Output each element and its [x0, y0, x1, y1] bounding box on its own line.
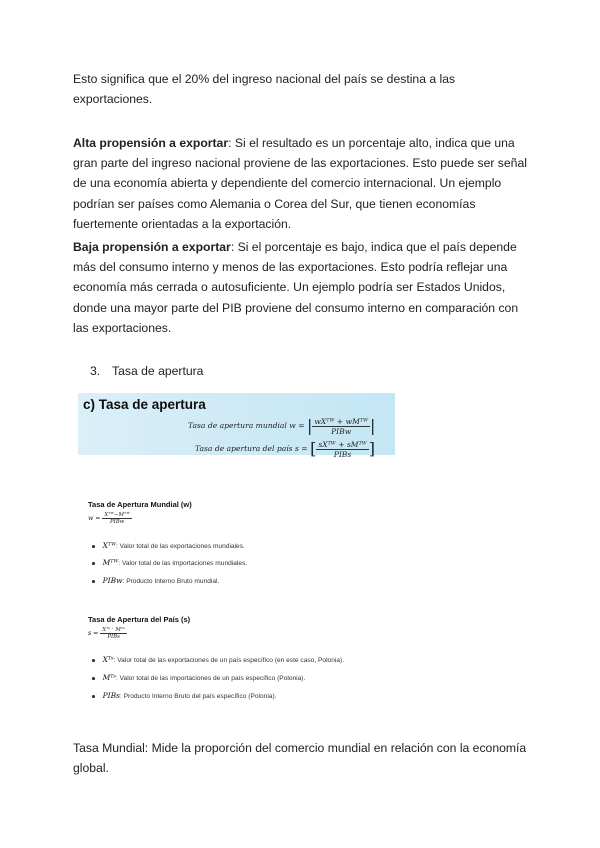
country-openness-equation	[88, 627, 127, 640]
formula-world-numerator: wXᵀᵂ + wMᵀᵂ	[314, 416, 368, 426]
world-bullet-gdp: PIBw: Producto Interno Bruto mundial.	[92, 576, 219, 585]
formula-world-label: Tasa de apertura mundial w =	[188, 421, 305, 430]
high-propensity-term: Alta propensión a exportar	[73, 136, 229, 150]
world-eq-lhs: w =	[88, 515, 101, 522]
world-eq-numerator: Xᵀᵂ−Mᵀᵂ	[104, 512, 130, 518]
country-eq-numerator: Xᵀˢ · Mᵀˢ	[102, 627, 125, 633]
country-eq-lhs: s =	[88, 630, 99, 637]
list-number: 3.	[90, 364, 101, 378]
country-eq-denominator: PIBs	[107, 634, 120, 640]
low-propensity-text: : Si el porcentaje es bajo, indica que el país depende más del consumo interno y menos de las exportaciones. Esto podría reflejar una economía más cerrada o autosuficiente. Un ejemplo podría ser Estados Unidos, donde una mayor parte del PIB proviene del consumo interno en comparación con las exportaciones.	[73, 240, 519, 335]
paragraph-high-propensity	[73, 133, 533, 234]
formula-image-tasa-apertura	[78, 393, 395, 459]
paragraph-export-share: Esto significa que el 20% del ingreso nacional del país se destina a las exportaciones.	[73, 72, 456, 107]
list-item-title: Tasa de apertura	[112, 364, 204, 378]
formula-country-denominator: PIBs	[333, 449, 352, 459]
formula-image-title: c) Tasa de apertura	[83, 397, 206, 412]
formula-world-denominator: PIBw	[331, 426, 352, 436]
formula-country-openness: Tasa de apertura del país s = [ $\frac{\text{sXᵀᵂ + sMᵀᵂ}}{\text{PIBs}}$ ]	[195, 439, 375, 459]
high-propensity-text: : Si el resultado es un porcentaje alto, indica que una gran parte del ingreso nacional proviene de las exportaciones. Esto puede ser señal de una economía abierta y dependiente del comercio internacional. Un ejemplo podrían ser países como Alemania o Corea del Sur, que tienen economías fuertemente orientadas a la exportación.	[73, 136, 527, 231]
formula-world-openness: Tasa de apertura mundial w = | $\frac{\text{wXᵀᵂ + wMᵀᵂ}}{\text{PIBw}}$ |	[188, 416, 376, 436]
formula-country-numerator: sXᵀᵂ + sMᵀᵂ	[318, 439, 367, 449]
country-bullet-exports: Xᵀˢ: Valor total de las exportaciones de un país específico (en este caso, Polonia).	[92, 655, 344, 664]
paragraph-low-propensity	[73, 237, 533, 338]
paragraph-world-rate: Tasa Mundial: Mide la proporción del comercio mundial en relación con la economía global.	[73, 741, 527, 776]
country-bullet-imports: Mᵀˢ: Valor total de las importaciones de un país específico (Polonia).	[92, 673, 305, 682]
low-propensity-term: Baja propensión a exportar	[73, 240, 231, 254]
list-item-tasa-apertura	[90, 362, 203, 380]
world-openness-equation	[88, 512, 132, 525]
world-bullet-exports: Xᵀᵂ: Valor total de las exportaciones mundiales.	[92, 541, 245, 550]
country-bullet-gdp: PIBs: Producto Interno Bruto del país específico (Polonia).	[92, 691, 276, 700]
country-openness-heading: Tasa de Apertura del País (s)	[88, 615, 191, 624]
world-eq-denominator: PIBw	[109, 519, 125, 525]
world-openness-heading: Tasa de Apertura Mundial (w)	[88, 500, 192, 509]
formula-country-label: Tasa de apertura del país s =	[195, 444, 308, 453]
world-bullet-imports: Mᵀᵂ: Valor total de las importaciones mundiales.	[92, 558, 247, 567]
